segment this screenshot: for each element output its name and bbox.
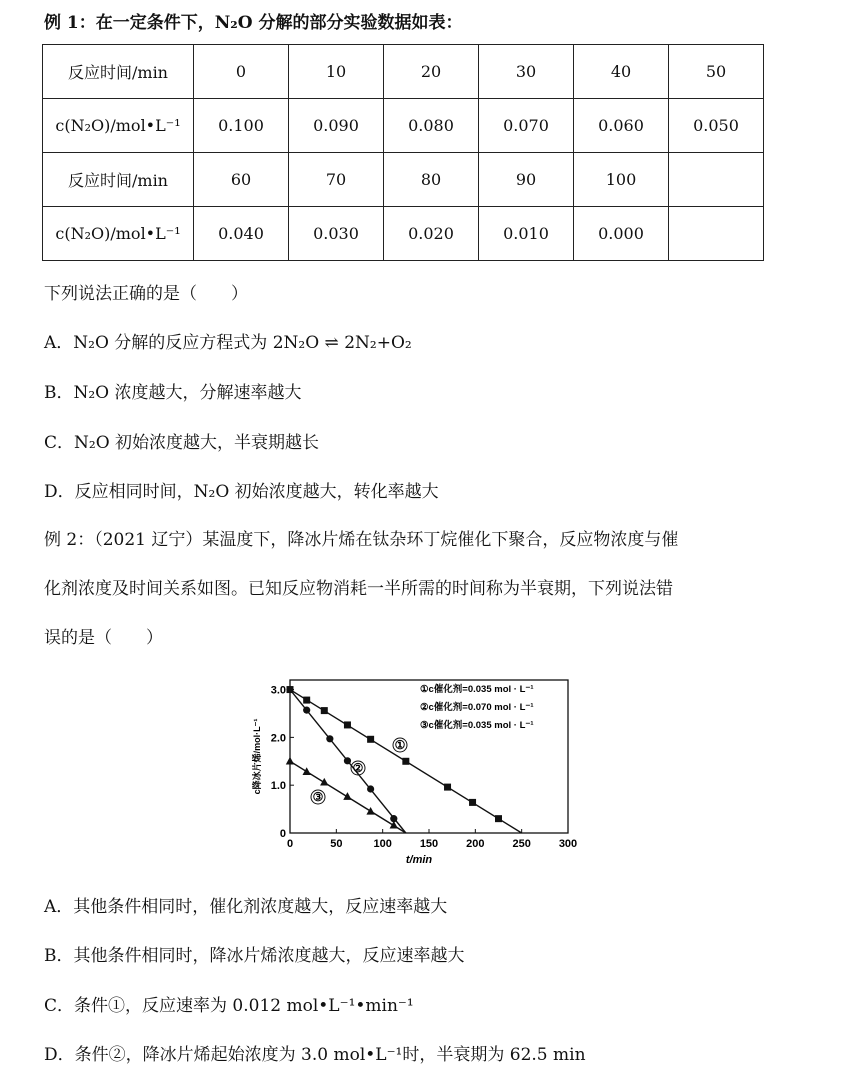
series-1-point — [469, 799, 476, 806]
table-cell — [669, 153, 764, 207]
example2-option-b: B．其他条件相同时，降冰片烯浓度越大，反应速率越大 — [44, 946, 465, 966]
concentration-time-chart — [240, 665, 590, 875]
series-2-point — [286, 686, 293, 693]
x-tick-label: 250 — [512, 838, 531, 850]
x-tick-label: 50 — [330, 838, 343, 850]
legend-entry-1: ①c催化剂=0.035 mol · L⁻¹ — [420, 684, 534, 695]
table-cell: 40 — [574, 45, 669, 99]
table-cell: 60 — [194, 153, 289, 207]
curve-label-1: ① — [394, 738, 406, 752]
example2-option-c: C．条件①，反应速率为 0.012 mol•L⁻¹•min⁻¹ — [44, 996, 414, 1016]
table-row-header: 反应时间/min — [43, 153, 194, 207]
table-cell: 100 — [574, 153, 669, 207]
table-cell: 70 — [289, 153, 384, 207]
example1-intro: 例 1：在一定条件下，N₂O 分解的部分实验数据如表： — [44, 13, 463, 33]
series-1-point — [444, 784, 451, 791]
series-1-point — [495, 815, 502, 822]
example1-option-d: D．反应相同时间，N₂O 初始浓度越大，转化率越大 — [44, 482, 439, 502]
table-cell: 0.020 — [384, 207, 479, 261]
table-cell: 0.080 — [384, 99, 479, 153]
x-tick-label: 0 — [286, 838, 294, 850]
series-1-point — [321, 707, 328, 714]
table-cell: 30 — [479, 45, 574, 99]
table-cell: 0.060 — [574, 99, 669, 153]
series-1-point — [344, 721, 351, 728]
x-tick-label: 100 — [373, 838, 392, 850]
table-cell: 50 — [669, 45, 764, 99]
table-row-header: 反应时间/min — [43, 45, 194, 99]
curve-label-2: ② — [352, 761, 364, 775]
example2-option-d: D．条件②，降冰片烯起始浓度为 3.0 mol•L⁻¹时，半衰期为 62.5 min — [44, 1045, 586, 1065]
table-row-header: c(N₂O)/mol•L⁻¹ — [43, 99, 194, 153]
table-cell: 0 — [194, 45, 289, 99]
example2-stem-line-2: 化剂浓度及时间关系如图。已知反应物消耗一半所需的时间称为半衰期，下列说法错 — [44, 579, 673, 599]
table-cell: 90 — [479, 153, 574, 207]
table-cell: 0.010 — [479, 207, 574, 261]
table-row — [43, 207, 764, 261]
table-cell: 0.030 — [289, 207, 384, 261]
table-cell — [669, 207, 764, 261]
series-3-point — [366, 807, 374, 815]
table-row — [43, 45, 764, 99]
table-cell: 20 — [384, 45, 479, 99]
series-2-point — [326, 735, 333, 742]
table-row-header: c(N₂O)/mol•L⁻¹ — [43, 207, 194, 261]
table-cell: 0.070 — [479, 99, 574, 153]
y-tick-label: 3.0 — [270, 684, 286, 697]
x-tick-label: 150 — [419, 838, 439, 850]
series-1-point — [402, 758, 409, 765]
example2-option-a: A．其他条件相同时，催化剂浓度越大，反应速率越大 — [44, 897, 448, 917]
example2-stem-line-1: 例 2：（2021 辽宁）某温度下，降冰片烯在钛杂环丁烷催化下聚合，反应物浓度与催 — [44, 530, 679, 550]
series-3-point — [320, 778, 328, 786]
example1-option-a: A．N₂O 分解的反应方程式为 2N₂O ⇌ 2N₂+O₂ — [44, 333, 412, 353]
series-2-point — [367, 785, 374, 792]
legend-entry-3: ③c催化剂=0.035 mol · L⁻¹ — [420, 720, 534, 731]
series-1-point — [367, 736, 374, 743]
table-cell: 80 — [384, 153, 479, 207]
table-cell: 10 — [289, 45, 384, 99]
data-table — [42, 44, 764, 261]
series-3-point — [343, 792, 351, 800]
example1-option-c: C．N₂O 初始浓度越大，半衰期越长 — [44, 433, 320, 453]
series-3-point — [286, 757, 294, 765]
series-2-point — [303, 707, 310, 714]
y-axis-label: c降冰片烯/mol·L⁻¹ — [252, 718, 262, 795]
series-1-point — [303, 697, 310, 704]
table-cell: 0.090 — [289, 99, 384, 153]
series-2-point — [344, 757, 351, 764]
example1-option-b: B．N₂O 浓度越大，分解速率越大 — [44, 383, 302, 403]
y-tick-label: 0 — [279, 828, 286, 840]
table-cell: 0.100 — [194, 99, 289, 153]
series-3-point — [302, 767, 310, 775]
x-tick-label: 300 — [558, 838, 578, 850]
y-tick-label: 1.0 — [270, 780, 286, 793]
curve-label-3: ③ — [312, 790, 324, 804]
x-tick-label: 200 — [466, 838, 485, 850]
table-row — [43, 153, 764, 207]
example1-question: 下列说法正确的是（ ） — [44, 284, 248, 304]
table-row — [43, 99, 764, 153]
table-cell: 0.050 — [669, 99, 764, 153]
table-cell: 0.040 — [194, 207, 289, 261]
example2-stem-line-3: 误的是（ ） — [44, 628, 163, 648]
legend-entry-2: ②c催化剂=0.070 mol · L⁻¹ — [420, 702, 534, 713]
x-axis-label: t/min — [405, 854, 433, 866]
y-tick-label: 2.0 — [270, 732, 286, 745]
table-cell: 0.000 — [574, 207, 669, 261]
